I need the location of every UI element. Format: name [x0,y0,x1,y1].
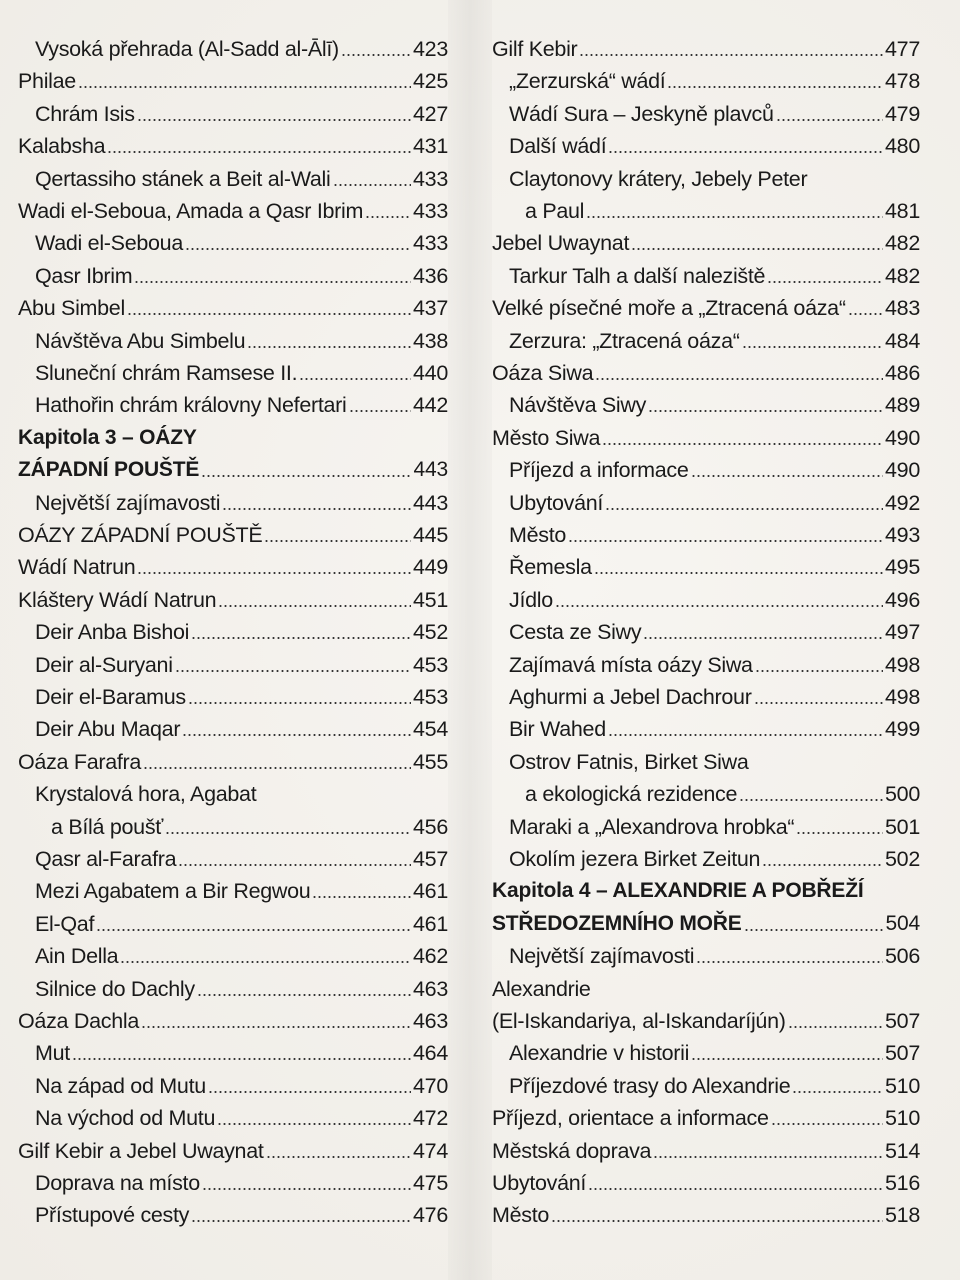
dot-leader [848,312,883,316]
toc-entry-title: Alexandrie [492,976,591,1001]
dot-leader [691,474,883,478]
chapter-heading[interactable] [492,907,920,937]
toc-entry-page: 482 [885,263,920,288]
toc-entry-title: Na západ od Mutu [35,1073,206,1098]
dot-leader [127,312,411,316]
toc-entry-title: Aghurmi a Jebel Dachrour [509,685,752,709]
dot-leader [586,215,883,219]
chapter-heading[interactable] [18,421,448,451]
toc-entry-title: Deir el-Baramus [35,685,186,709]
toc-entry[interactable] [18,842,448,872]
dot-leader [218,604,411,608]
toc-entry[interactable] [492,1069,920,1099]
toc-entry-page: 510 [885,1073,920,1098]
toc-entry-title: Doprava na místo [35,1171,200,1195]
toc-entry-title: Qasr al-Farafra [35,847,177,871]
toc-entry[interactable] [18,324,448,354]
toc-entry-title: Jídlo [509,587,553,612]
toc-entry[interactable] [492,777,920,807]
dot-leader [312,895,411,899]
toc-entry-title: a Paul [525,199,585,223]
dot-leader [96,928,411,932]
toc-entry-page: 492 [885,490,920,515]
toc-entry-title: Deir Anba Bishoi [35,620,190,645]
dot-leader [744,928,884,932]
toc-entry-title: Velké písečné moře a „Ztracená oáza“ [492,296,846,321]
toc-entry-page: 427 [413,101,448,126]
toc-entry-page: 443 [413,458,448,482]
toc-entry[interactable] [18,777,448,807]
dot-leader [208,1090,411,1094]
toc-entry-title: Na východ od Mutu [35,1106,216,1131]
toc-entry-page: 475 [413,1171,448,1195]
toc-entry-page: 443 [413,490,448,515]
toc-entry-page: 514 [885,1138,920,1163]
toc-entry-page: 438 [413,328,448,353]
dot-leader [72,1057,411,1061]
dot-leader [771,1122,883,1126]
dot-leader [653,1155,883,1159]
gutter-shadow [448,0,492,1280]
toc-entry-title: Příjezdové trasy do Alexandrie [509,1073,791,1098]
toc-entry[interactable] [492,1166,920,1196]
dot-leader [137,571,411,575]
dot-leader [608,733,883,737]
toc-entry[interactable] [18,615,448,645]
dot-leader [201,474,411,478]
dot-leader [739,798,883,802]
toc-entry-title: Abu Simbel [18,296,125,321]
toc-entry-title: Wadi el-Seboua, Amada a Qasr Ibrim [18,199,364,223]
dot-leader [202,1187,411,1191]
toc-entry-page: 489 [885,393,920,418]
toc-entry[interactable] [492,162,920,192]
toc-entry-page: 461 [413,911,448,936]
toc-entry[interactable] [18,874,448,904]
toc-entry-title: Největší zajímavosti [509,944,695,969]
toc-entry-page: 486 [885,361,920,385]
toc-entry[interactable] [492,1101,920,1131]
toc-entry[interactable] [492,680,920,710]
toc-entry-page: 464 [413,1041,448,1066]
chapter-heading[interactable] [492,874,920,904]
toc-entry[interactable] [18,745,448,775]
toc-entry-page: 463 [413,1009,448,1033]
toc-entry[interactable] [18,1069,448,1099]
dot-leader [175,669,411,673]
chapter-heading[interactable] [18,453,448,483]
toc-entry-page: 476 [413,1203,448,1228]
dot-leader [754,701,883,705]
toc-entry[interactable] [18,97,448,127]
dot-leader [696,960,883,964]
toc-entry-title: Deir al-Suryani [35,652,173,677]
dot-leader [191,636,411,640]
toc-entry-page: 495 [885,555,920,580]
toc-entry-page: 490 [885,458,920,483]
toc-entry-title: Zajímavá místa oázy Siwa [509,652,753,677]
toc-entry[interactable] [18,356,448,386]
toc-entry-title: Řemesla [509,555,592,580]
toc-entry-title: Městská doprava [492,1138,652,1163]
dot-leader [755,669,883,673]
toc-entry-page: 472 [413,1106,448,1131]
dot-leader [579,53,883,57]
toc-entry-title: Příjezd, orientace a informace [492,1106,769,1131]
dot-leader [247,345,411,349]
toc-entry-title: Kláštery Wádí Natrun [18,587,217,612]
dot-leader [134,280,411,284]
toc-entry-page: 440 [413,361,448,385]
dot-leader [188,701,411,705]
toc-entry-page: 502 [885,847,920,871]
toc-entry-title: Gilf Kebir [492,37,578,61]
dot-leader [594,571,883,575]
toc-entry-title: Ostrov Fatnis, Birket Siwa [509,749,749,774]
toc-entry[interactable] [18,712,448,742]
toc-entry-title: Qasr Ibrim [35,263,133,288]
toc-entry[interactable] [492,453,920,483]
toc-entry[interactable] [492,1134,920,1164]
toc-entry[interactable] [492,583,920,613]
toc-entry-page: 504 [885,911,920,935]
toc-entry-page: 425 [413,69,448,94]
toc-entry-title: Přístupové cesty [35,1203,190,1228]
toc-entry-title: Zerzura: „Ztracená oáza“ [509,328,740,353]
dot-leader [568,539,883,543]
toc-entry-title: Mut [35,1041,70,1066]
toc-entry-page: 453 [413,652,448,677]
dot-leader [182,733,411,737]
toc-entry-page: 478 [885,69,920,94]
toc-entry-page: 477 [885,37,920,61]
toc-entry-page: 498 [885,685,920,709]
toc-entry[interactable] [492,97,920,127]
toc-entry-page: 433 [413,231,448,256]
toc-entry[interactable] [492,939,920,969]
toc-entry[interactable] [18,226,448,256]
toc-entry-page: 498 [885,652,920,677]
dot-leader [264,539,411,543]
dot-leader [165,831,411,835]
toc-entry-page: 452 [413,620,448,645]
dot-leader [605,507,883,511]
toc-entry[interactable] [492,1198,920,1228]
toc-entry-page: 461 [413,879,448,904]
toc-entry-title: a Bílá poušť [51,814,164,839]
toc-entry[interactable] [492,421,920,451]
toc-entry-title: Gilf Kebir a Jebel Uwaynat [18,1138,264,1163]
toc-entry-title: (El-Iskandariya, al-Iskandaríjún) [492,1009,786,1033]
toc-entry-page: 453 [413,685,448,709]
toc-entry-title: Wádí Sura – Jeskyně plavců [509,101,774,126]
dot-leader [107,150,411,154]
toc-entry-page: 518 [885,1203,920,1228]
toc-entry-page: 500 [885,782,920,807]
toc-entry-title: Philae [18,69,76,94]
toc-entry[interactable] [18,162,448,192]
toc-entry-page: 463 [413,976,448,1001]
toc-entry-page: 436 [413,263,448,288]
dot-leader [742,345,883,349]
toc-entry-title: Mezi Agabatem a Bir Regwou [35,879,311,904]
toc-entry-title: STŘEDOZEMNÍHO MOŘE [492,911,742,935]
toc-entry-page: 451 [413,587,448,612]
dot-leader [691,1057,883,1061]
toc-entry[interactable] [18,486,448,516]
dot-leader [602,442,883,446]
toc-entry[interactable] [18,32,448,62]
toc-entry[interactable] [18,291,448,321]
toc-entry[interactable] [492,648,920,678]
toc-entry-page: 496 [885,587,920,612]
toc-entry-page: 470 [413,1073,448,1098]
toc-entry[interactable] [492,324,920,354]
toc-entry[interactable] [492,259,920,289]
toc-entry-title: Kapitola 3 – OÁZY [18,425,197,449]
toc-entry-title: Okolím jezera Birket Zeitun [509,847,761,871]
toc-entry-title: Návštěva Abu Simbelu [35,328,246,353]
toc-entry-page: 455 [413,749,448,774]
toc-entry-title: Sluneční chrám Ramsese II. [35,361,298,385]
toc-entry-title: a ekologická rezidence [525,782,738,807]
toc-entry-title: Město [492,1203,550,1228]
toc-entry-title: Maraki a „Alexandrova hrobka“ [509,814,795,839]
toc-entry[interactable] [492,550,920,580]
toc-entry[interactable] [18,648,448,678]
dot-leader [776,118,883,122]
toc-entry-title: Deir Abu Maqar [35,717,181,742]
dot-leader [178,863,411,867]
toc-entry-page: 431 [413,134,448,159]
dot-leader [141,1025,411,1029]
dot-leader [796,831,883,835]
toc-entry[interactable] [492,194,920,224]
toc-entry[interactable] [492,291,920,321]
toc-entry[interactable] [18,680,448,710]
toc-entry-page: 474 [413,1138,448,1163]
dot-leader [143,766,411,770]
toc-entry-title: Chrám Isis [35,101,135,126]
toc-entry-title: OÁZY ZÁPADNÍ POUŠTĚ [18,523,263,547]
toc-entry-page: 437 [413,296,448,321]
toc-entry[interactable] [18,1198,448,1228]
toc-entry[interactable] [492,518,920,548]
dot-leader [588,1187,883,1191]
toc-entry[interactable] [492,810,920,840]
toc-entry[interactable] [18,1166,448,1196]
toc-entry[interactable] [492,486,920,516]
toc-entry-page: 484 [885,328,920,353]
dot-leader [197,993,411,997]
toc-entry[interactable] [18,518,448,548]
toc-entry-page: 433 [413,166,448,191]
toc-entry-title: Ubytování [492,1171,587,1195]
toc-entry-title: Návštěva Siwy [509,393,647,418]
dot-leader [762,863,883,867]
toc-entry[interactable] [492,842,920,872]
toc-entry-page: 480 [885,134,920,159]
toc-entry-page: 457 [413,847,448,871]
toc-entry-title: Silnice do Dachly [35,976,195,1001]
toc-entry-page: 479 [885,101,920,126]
toc-entry[interactable] [492,1004,920,1034]
toc-entry[interactable] [492,745,920,775]
toc-entry-page: 497 [885,620,920,645]
toc-entry[interactable] [18,259,448,289]
toc-entry-title: Ubytování [509,490,604,515]
toc-entry-page: 507 [885,1041,920,1066]
dot-leader [595,377,883,381]
toc-entry[interactable] [18,939,448,969]
toc-entry-title: Ain Della [35,944,119,969]
toc-entry[interactable] [18,388,448,418]
toc-entry[interactable] [492,32,920,62]
dot-leader [643,636,883,640]
toc-entry-title: Krystalová hora, Agabat [35,782,257,807]
toc-entry-page: 493 [885,523,920,547]
toc-entry[interactable] [492,388,920,418]
toc-entry-page: 454 [413,717,448,742]
toc-entry-title: Oáza Farafra [18,749,142,774]
dot-leader [555,604,883,608]
toc-entry-title: Wadi el-Seboua [35,231,183,256]
toc-entry[interactable] [18,972,448,1002]
dot-leader [266,1155,411,1159]
toc-entry[interactable] [18,194,448,224]
toc-entry-title: Hathořin chrám královny Nefertari [35,393,347,418]
toc-entry-page: 449 [413,555,448,580]
toc-entry-title: Město Siwa [492,425,601,450]
toc-entry-page: 442 [413,393,448,418]
toc-entry[interactable] [18,129,448,159]
toc-entry-page: 481 [885,199,920,223]
toc-entry-page: 433 [413,199,448,223]
dot-leader [667,85,883,89]
toc-entry[interactable] [18,1004,448,1034]
toc-entry-title: Wádí Natrun [18,555,136,580]
toc-entry[interactable] [18,550,448,580]
dot-leader [185,247,411,251]
toc-entry-title: Kalabsha [18,134,106,159]
toc-entry-title: Oáza Dachla [18,1009,139,1033]
dot-leader [365,215,411,219]
toc-entry-page: 490 [885,425,920,450]
toc-entry-page: 456 [413,814,448,839]
toc-entry-page: 516 [885,1171,920,1195]
toc-entry-page: 445 [413,523,448,547]
dot-leader [341,53,411,57]
toc-entry[interactable] [18,64,448,94]
toc-entry[interactable] [492,972,920,1002]
toc-entry[interactable] [18,810,448,840]
dot-leader [222,507,411,511]
toc-entry-title: Kapitola 4 – ALEXANDRIE A POBŘEŽÍ [492,879,864,903]
dot-leader [788,1025,883,1029]
dot-leader [608,150,883,154]
dot-leader [78,85,411,89]
dot-leader [333,183,412,187]
toc-entry-title: Claytonovy krátery, Jebely Peter [509,166,808,191]
toc-entry-title: Alexandrie v historii [509,1041,690,1066]
toc-entry-page: 462 [413,944,448,969]
dot-leader [137,118,411,122]
toc-entry-title: Bir Wahed [509,717,606,742]
toc-entry[interactable] [492,64,920,94]
dot-leader [631,247,883,251]
toc-entry[interactable] [492,615,920,645]
dot-leader [349,409,411,413]
dot-leader [217,1122,411,1126]
dot-leader [551,1219,883,1223]
dot-leader [648,409,883,413]
toc-entry-title: ZÁPADNÍ POUŠTĚ [18,458,200,482]
toc-entry[interactable] [18,583,448,613]
toc-entry-title: Příjezd a informace [509,458,689,483]
toc-entry-title: Cesta ze Siwy [509,620,642,645]
dot-leader [767,280,883,284]
toc-entry[interactable] [18,907,448,937]
toc-entry-title: Město [509,523,567,547]
toc-entry[interactable] [18,1101,448,1131]
toc-entry-page: 482 [885,231,920,256]
toc-entry[interactable] [18,1134,448,1164]
toc-entry-title: Qertassiho stánek a Beit al-Wali [35,166,331,191]
toc-entry-title: Vysoká přehrada (Al-Sadd al-Ālī) [35,37,339,61]
toc-entry-title: Tarkur Talh a další naleziště [509,263,766,288]
toc-entry[interactable] [492,129,920,159]
dot-leader [792,1090,883,1094]
toc-entry[interactable] [492,1036,920,1066]
toc-entry-page: 501 [885,814,920,839]
toc-entry[interactable] [492,226,920,256]
toc-entry-page: 483 [885,296,920,321]
dot-leader [299,377,411,381]
toc-entry-title: Další wádí [509,134,607,159]
toc-entry-page: 506 [885,944,920,969]
dot-leader [191,1219,411,1223]
dot-leader [120,960,411,964]
toc-entry-page: 499 [885,717,920,742]
toc-entry-title: El-Qaf [35,911,95,936]
toc-entry-page: 510 [885,1106,920,1131]
toc-entry-page: 423 [413,37,448,61]
toc-entry-title: Největší zajímavosti [35,490,221,515]
toc-entry[interactable] [492,712,920,742]
toc-entry-title: Jebel Uwaynat [492,231,630,256]
toc-entry-title: Oáza Siwa [492,361,594,385]
toc-entry[interactable] [18,1036,448,1066]
toc-entry-title: „Zerzurská“ wádí [509,69,666,94]
toc-entry[interactable] [492,356,920,386]
toc-entry-page: 507 [885,1009,920,1033]
